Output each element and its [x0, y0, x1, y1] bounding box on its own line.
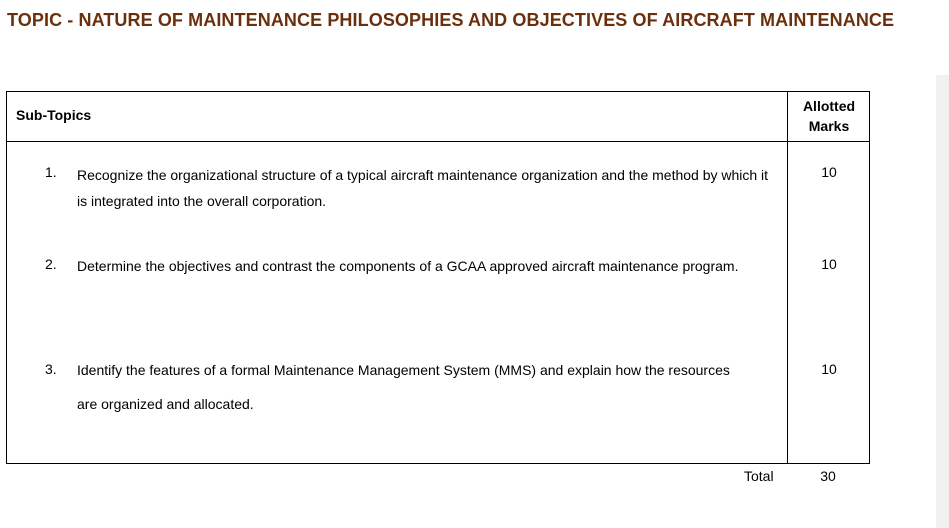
row-text: Recognize the organizational structure of a typical aircraft maintenance organization and the method by which it is integrated into the overall corporation.: [77, 167, 769, 209]
allotted-marks-header-line2: Marks: [808, 118, 850, 134]
total-label: Total: [744, 468, 774, 484]
header-divider: [7, 141, 869, 142]
row-marks: 10: [821, 361, 837, 377]
row-text: Determine the objectives and contrast the components of a GCAA approved aircraft maintenance program.: [77, 258, 739, 274]
column-divider: [787, 92, 788, 463]
scrollbar-track[interactable]: [936, 75, 949, 528]
allotted-marks-header-line1: Allotted: [802, 98, 856, 114]
row-text: Identify the features of a formal Maintenance Management System (MMS) and explain how the resources are organized and allocated.: [77, 362, 730, 412]
row-number: 2.: [45, 256, 57, 272]
sub-topics-header: Sub-Topics: [16, 107, 92, 123]
row-number: 3.: [45, 361, 57, 377]
total-value: 30: [820, 468, 836, 484]
page-title: TOPIC - NATURE OF MAINTENANCE PHILOSOPHIES AND OBJECTIVES OF AIRCRAFT MAINTENANCE: [7, 10, 895, 30]
row-number: 1.: [45, 164, 57, 180]
row-marks: 10: [821, 256, 837, 272]
sub-topics-table: [6, 91, 870, 464]
row-marks: 10: [821, 164, 837, 180]
allotted-marks-header: [789, 96, 869, 136]
